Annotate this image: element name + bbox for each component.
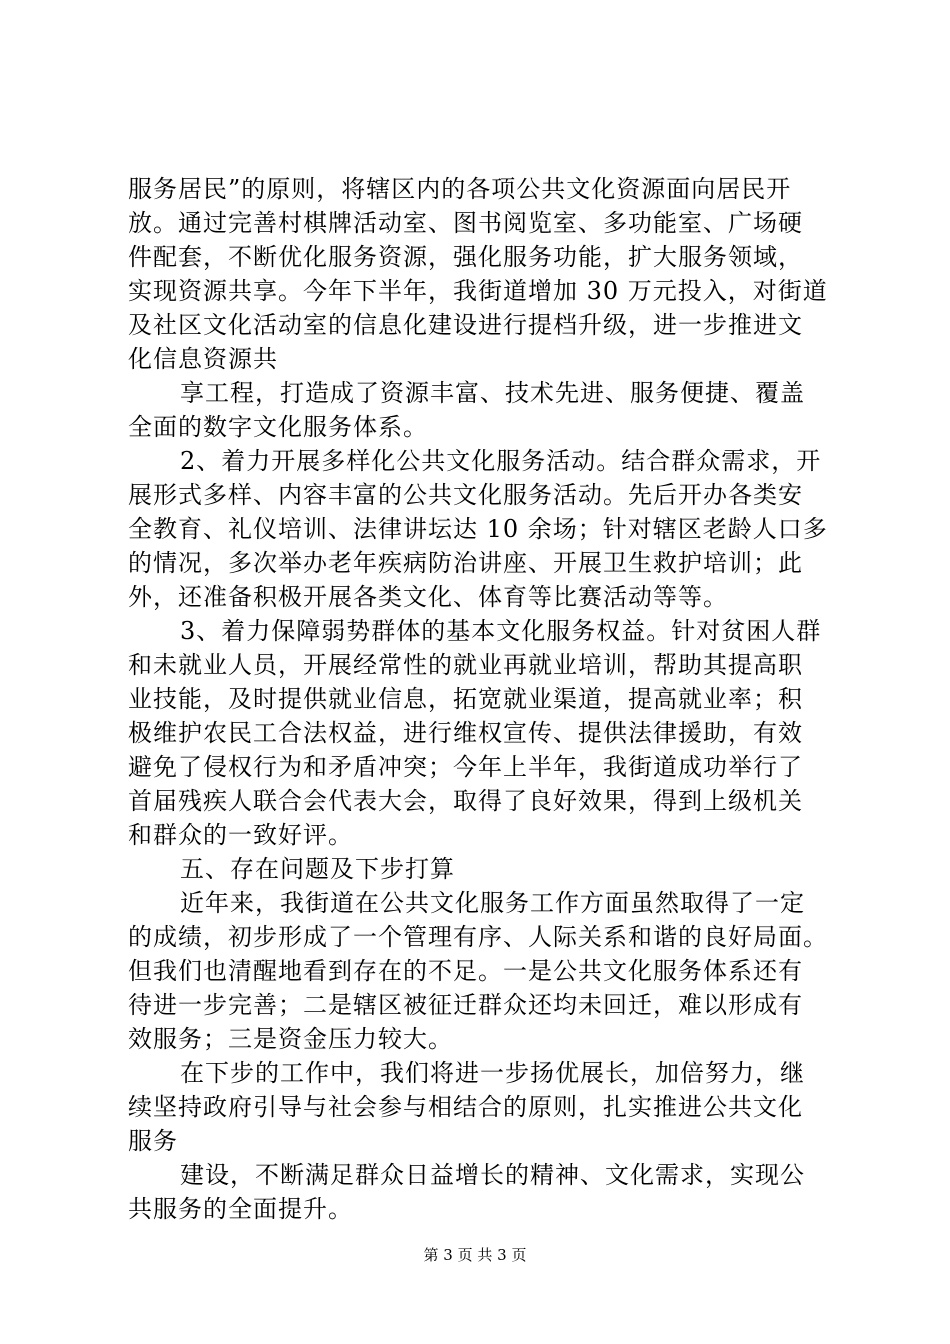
section-heading: 五、存在问题及下步打算 [180, 855, 455, 883]
text-line: 全面的数字文化服务体系。 [128, 413, 428, 441]
text-line: 件配套，不断优化服务资源，强化服务功能，扩大服务领域， [128, 243, 803, 271]
page-number-footer: 第 3 页 共 3 页 [423, 1246, 527, 1264]
text-line: 首届残疾人联合会代表大会，取得了良好效果，得到上级机关 [128, 787, 803, 815]
text-line: 近年来，我街道在公共文化服务工作方面虽然取得了一定 [180, 889, 805, 917]
text-line: 外，还准备积极开展各类文化、体育等比赛活动等等。 [128, 583, 728, 611]
text-line: 效服务；三是资金压力较大。 [128, 1025, 453, 1053]
paragraph-heading-2: 2、着力开展多样化公共文化服务活动。结合群众需求，开 [180, 447, 822, 475]
text-line: 业技能，及时提供就业信息，拓宽就业渠道，提高就业率；积 [128, 685, 803, 713]
text-line: 建设，不断满足群众日益增长的精神、文化需求，实现公 [180, 1161, 805, 1189]
text-line: 和群众的一致好评。 [128, 821, 353, 849]
text-line: 实现资源共享。今年下半年，我街道增加 30 万元投入，对街道 [128, 277, 828, 305]
text-line: 放。通过完善村棋牌活动室、图书阅览室、多功能室、广场硬 [128, 209, 803, 237]
text-line: 但我们也清醒地看到存在的不足。一是公共文化服务体系还有 [128, 957, 803, 985]
text-line: 展形式多样、内容丰富的公共文化服务活动。先后开办各类安 [128, 481, 803, 509]
document-body [128, 172, 828, 1226]
text-line: 待进一步完善；二是辖区被征迁群众还均未回迁，难以形成有 [128, 991, 803, 1019]
text-line: 全教育、礼仪培训、法律讲坛达 10 余场；针对辖区老龄人口多 [128, 515, 828, 543]
text-line: 及社区文化活动室的信息化建设进行提档升级，进一步推进文 [128, 311, 803, 339]
text-line: 和未就业人员，开展经常性的就业再就业培训，帮助其提高职 [128, 651, 803, 679]
text-line: 服务居民”的原则，将辖区内的各项公共文化资源面向居民开 [128, 175, 792, 203]
text-line: 享工程，打造成了资源丰富、技术先进、服务便捷、覆盖 [180, 379, 805, 407]
text-line: 化信息资源共 [128, 345, 278, 373]
text-line: 的成绩，初步形成了一个管理有序、人际关系和谐的良好局面。 [128, 923, 828, 951]
text-line: 服务 [128, 1127, 178, 1155]
text-line: 共服务的全面提升。 [128, 1195, 353, 1223]
text-line: 的情况，多次举办老年疾病防治讲座、开展卫生救护培训；此 [128, 549, 803, 577]
text-line: 极维护农民工合法权益，进行维权宣传、提供法律援助，有效 [128, 719, 803, 747]
text-line: 避免了侵权行为和矛盾冲突；今年上半年，我街道成功举行了 [128, 753, 803, 781]
text-line: 在下步的工作中，我们将进一步扬优展长，加倍努力，继 [180, 1059, 805, 1087]
text-line: 续坚持政府引导与社会参与相结合的原则，扎实推进公共文化 [128, 1093, 803, 1121]
paragraph-heading-3: 3、着力保障弱势群体的基本文化服务权益。针对贫困人群 [180, 617, 822, 645]
